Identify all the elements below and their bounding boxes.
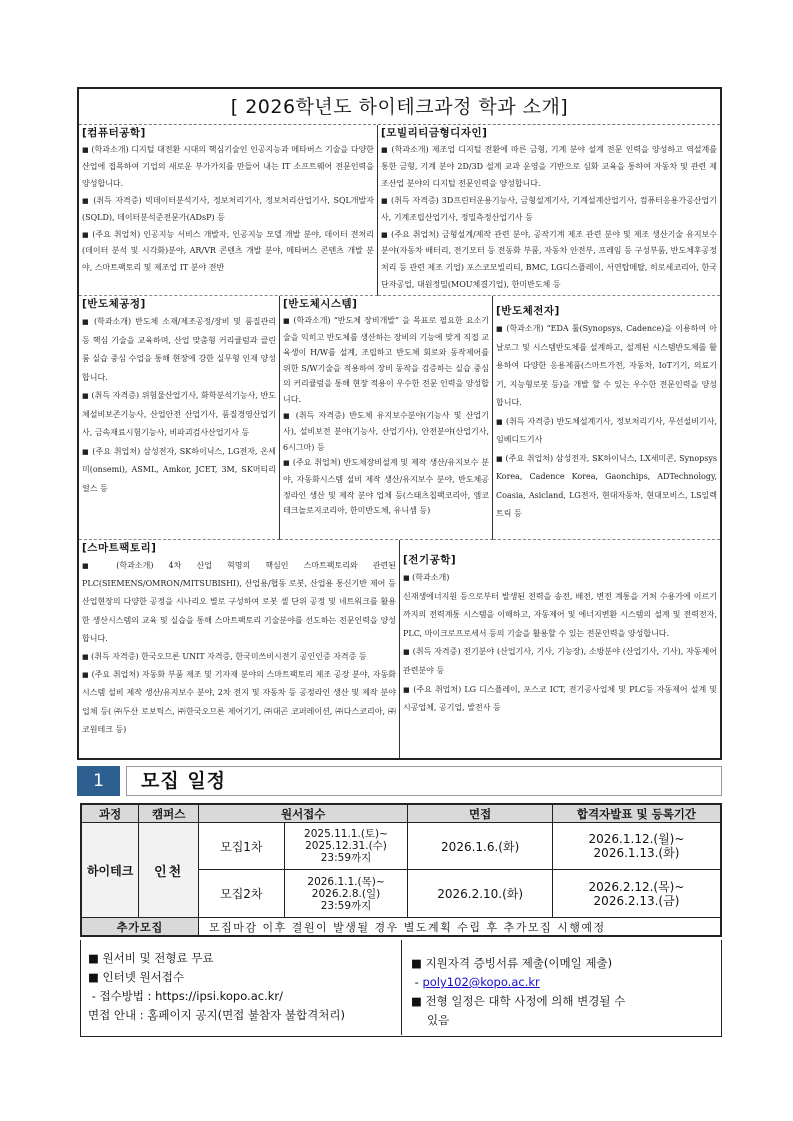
bullet-square-icon: ■ [82,671,89,680]
bullet-square-icon: ■ [381,196,389,205]
section-title-box [126,766,722,796]
header-application: 원서접수 [199,804,408,823]
application-start: 2025.11.1.(토)~ [304,828,388,840]
dept-title: [스마트팩토리] [82,542,157,554]
dept-intro-text: (학과소개) 디지털 대전환 시대의 핵심기술인 인공지능과 메타버스 기술을 다양한 산업에 접목하여 기업의 새로운 부가가치를 만들어 내는 IT 소프트웨어 전문인력을 양성합니다. [82,145,375,188]
dept-jobs-text: (주요 취업처) 삼성전자, SK하이닉스, LX세미콘, Synopsys Korea, Cadence Korea, Gaonchips, ADTechnology, Coasia, Asicland, LG전자, 현대자동차, 현대모비스, LS일렉트릭 등 [496,453,717,518]
notes-left [81,940,402,1035]
dept-intro-text: (학과소개) “EDA 툴(Synopsys, Cadence)을 이용하여 아날로그 및 시스템반도체를 설계하고, 설계된 시스템반도체를 활용하여 다양한 응용제품(스마트가전, 자동차, IoT기기, 의료기기, 지능형로봇 등)을 개발 할 수 있는 우수한 전문인력을 양성합니다. [496,324,717,407]
note-application-url: - 접수방법 : https://ipsi.kopo.ac.kr/ [88,989,284,1003]
dept-jobs-text: (주요 취업처) 금형설계/제작 관련 분야, 공작기계 제조 관련 분야 및 제조 생산기술 유지보수 분야(자동차 배터리, 전기모터 등 전동화 부품, 자동차 안전부, 프레임 등 구성부품, 반도체후공정처리 등 관련 제조 기업) 포스코모빌리티, BMC, LG디스플레이, 서연탑메탈, 히로세코리아, 한국단자공업, 대원정밀(MOU체결기업), 한미반도체 등 [381,229,718,290]
dept-cert-text: (취득 자격증) 반도체 유지보수분야(기능사 및 산업기사), 설비보전 분야(기능사, 산업기사), 안전분야(산업기사, 6시그마) 등 [283,410,489,452]
bullet-square-icon: ■ [496,417,503,426]
dash: - [411,975,423,989]
interview-date: 2026.2.10.(화) [408,870,553,918]
dept-intro-text: (학과소개) 제조업 디지털 전환에 따른 금형, 기계 분야 설계 전문 인력을 양성하고 역설계를 통한 금형, 기계 분야 2D/3D 설계 교과 운영을 기반으로 심화 교육을 통하여 자동차 및 관련 제조산업 분야의 디지털 전문인력을 양성합니다. [381,145,717,188]
bullet-square-icon: ■ [496,454,503,463]
dept-body [403,569,717,718]
dept-title: [전기공학] [403,554,457,566]
recruitment-schedule-table [80,803,722,937]
table-row [81,823,721,870]
bullet-square-icon: ■ [381,230,389,239]
additional-recruitment-row [81,918,721,937]
note-online-application: ■ 인터넷 원서접수 [88,970,184,984]
bullet-square-icon: ■ [82,392,89,400]
announcement-start: 2026.1.12.(월)~ [588,832,685,846]
bullet-square-icon: ■ [496,325,504,333]
header-announcement: 합격자발표 및 등록기간 [552,804,721,823]
dept-electrical-engineering [400,540,720,758]
dept-intro-text: (학과소개) 반도체 소재/제조공정/장비 및 품질관리 등 핵심 기술을 교육하며, 산업 맞춤형 커리큘럼과 클린룸 실습 중심 수업을 통해 현장에 강한 실무형 인재 양성합니다. [82,317,276,382]
dept-computer-engineering [79,125,378,296]
bullet-square-icon: ■ [283,411,292,420]
dept-title: [반도체시스템] [283,298,358,310]
department-intro-box [77,87,722,760]
dept-title: [반도체전자] [496,305,560,317]
notes-right [402,940,720,1035]
bullet-square-icon: ■ [283,317,291,325]
bullet-square-icon: ■ [82,318,91,326]
table-header-row [81,804,721,823]
dept-mobility-mold-design [378,125,720,296]
bullet-square-icon: ■ [82,196,90,205]
dept-body [381,142,717,294]
application-deadline-time: 23:59까지 [320,852,372,864]
note-fee-free: ■ 원서비 및 전형료 무료 [88,951,214,965]
dept-jobs-text: (주요 취업처) 자동화 부품 제조 및 기자재 분야의 스마트팩토리 제조 공장 분야, 자동화 시스템 설비 제작 생산/유지보수 분야, 2차 전지 및 자동차 등 공정라인 생산 및 제작 분야 업체 등( ㈜두산 로보틱스, ㈜한국오므론 제어기기, ㈜대곤 코퍼레이션, ㈜다스코리아, ㈜코원테크 등) [82,670,396,734]
dept-semiconductor-system [280,296,493,540]
dept-cert-text: (취득 자격증) 반도체설계기사, 정보처리기사, 무선설비기사, 임베디드기사 [496,416,717,444]
dept-cert-text: (취득 자격증) 전기분야 (산업기사, 기사, 기능장), 소방분야 (산업기사, 기사), 자동제어 관련분야 등 [403,647,717,675]
dept-semiconductor-electronics [493,296,720,540]
intro-title: [ 2026학년도 하이테크과정 학과 소개] [79,89,720,125]
announcement-end: 2026.2.13.(금) [593,893,680,908]
dept-intro-text: (학과소개) 4차 산업 혁명의 핵심인 스마트팩토리와 관련된 PLC(SIEMENS/OMRON/MITSUBISHI), 산업용/협동 로봇, 산업용 통신기반 제어 등 산업현장의 다양한 공정을 시나리오 별로 구성하여 로봇 셀 단위 공정 및 네트워크를 활용한 생산시스템의 교육 및 실습을 통해 스마트팩토리 기술분야를 선도하는 전문인력을 양성합니다. [82,561,396,643]
bullet-square-icon: ■ [82,653,89,662]
note-schedule-change: ■ 전형 일정은 대학 사정에 의해 변경될 수 [411,994,626,1008]
dept-body [496,320,717,524]
campus-cell: 인천 [139,823,199,918]
interview-date: 2026.1.6.(화) [408,823,553,870]
notes-box [80,940,722,1037]
dept-jobs-text: (주요 취업처) 인공지능 서비스 개발자, 인공지능 모델 개발 분야, 데이터 전처리(데이터 분석 및 시각화)분야, AR/VR 콘텐츠 개발 분야, 메타버스 콘텐츠 개발 분야, 스마트팩토리 및 제조업 IT 분야 전반 [82,229,374,273]
round-label: 모집1차 [199,823,285,870]
section-number-badge: 1 [77,766,120,796]
dept-jobs-text: (주요 취업처) 반도체장비설계 및 제작 생산/유지보수 분야, 자동화시스템 설비 제작 생산/유지보수 분야, 반도체공정라인 생산 및 제작 분야 업체 등(스태츠칩팩코리아, 엠코테크놀로지코리아, 한미반도체, 유니셈 등) [283,458,489,516]
dept-title: [모빌리티금형디자인] [381,127,488,139]
dept-body [283,313,489,519]
application-deadline-time: 23:59까지 [320,899,372,912]
bullet-square-icon: ■ [381,146,389,154]
announcement-start: 2026.2.12.(목)~ [588,879,685,894]
dept-intro-text: 신재생에너지원 등으로부터 발생된 전력을 송전, 배전, 변전 계통을 거쳐 수용가에 이르기까지의 전력계통 시스템을 이해하고, 자동제어 및 에너지변환 시스템의 설계 및 전력전자, PLC, 마이크로프로세서 등의 기술을 활용할 수 있는 전문인력을 양성합니다. [403,591,717,638]
dept-body [82,557,396,739]
application-end: 2026.2.8.(일) [311,887,381,900]
dept-smart-factory [79,540,400,758]
note-document-submission: ■ 지원자격 증빙서류 제출(이메일 제출) [411,956,613,970]
note-schedule-change-cont: 있음 [427,1013,450,1027]
bullet-square-icon: ■ [403,648,410,657]
dept-cert-text: (취득 자격증) 한국오므론 UNIT 자격증, 한국미쓰비시전기 공인인증 자격증 등 [91,652,367,662]
bullet-square-icon: ■ [82,562,102,570]
header-course: 과정 [81,804,139,823]
dept-semiconductor-process [79,296,280,540]
dept-cert-text: (취득 자격증) 빅데이터분석기사, 정보처리기사, 정보처리산업기사, SQL개발자(SQLD), 데이터분석준전문가(ADsP) 등 [82,195,374,222]
dept-body [82,142,374,277]
application-period [284,870,408,918]
announcement-period [552,823,721,870]
header-interview: 면접 [408,804,553,823]
dept-title: [반도체공정] [82,298,146,310]
dept-intro-label: (학과소개) [412,573,450,582]
note-email-line [411,973,720,992]
dept-body [82,313,276,498]
bullet-square-icon: ■ [82,447,90,456]
additional-recruitment-text: 모집마감 이후 결원이 발생될 경우 별도계획 수립 후 추가모집 시행예정 [199,918,721,937]
dept-cert-text: (취득 자격증) 위험물산업기사, 화학분석기능사, 반도체설비보존기능사, 산업안전 산업기사, 품질경영산업기사, 금속재료시험기능사, 비파괴검사산업기사 등 [82,391,276,437]
bullet-square-icon: ■ [283,459,290,468]
dept-jobs-text: (주요 취업처) 삼성전자, SK하이닉스, LG전자, 온세미(onsemi), ASML, Amkor, JCET, 3M, SK머티리얼스 등 [82,446,276,493]
dept-cert-text: (취득 자격증) 3D프린터운용기능사, 금형설계기사, 기계설계산업기사, 컴퓨터응용가공산업기사, 기계조립산업기사, 정밀측정산업기사 등 [381,195,717,222]
round-label: 모집2차 [199,870,285,918]
email-link[interactable]: poly102@kopo.ac.kr [422,975,540,989]
bullet-square-icon: ■ [403,574,410,582]
note-interview-info: 면접 안내 : 홈페이지 공지(면접 불참자 불합격처리) [88,1008,345,1022]
course-cell: 하이테크 [81,823,139,918]
header-campus: 캠퍼스 [139,804,199,823]
announcement-end: 2026.1.13.(화) [593,846,680,860]
dept-jobs-text: (주요 취업처) LG 디스플레이, 포스코 ICT, 전기공사업체 및 PLC등 자동제어 설계 및 시공업체, 공기업, 발전사 등 [403,684,717,713]
dept-intro-text: (학과소개) “반도체 장비개발” 을 목표로 필요한 요소기술을 익히고 반도체를 생산하는 장비의 기능에 맞게 직접 교육생이 H/W를 설계, 조립하고 반도체 회로와 동작제어를 위한 S/W기술을 적용하여 장비 동작을 검증하는 실습 중심의 커리큘럼을 통해 현장 적용이 우수한 전문 인력을 양성합니다. [283,316,490,404]
application-end: 2025.12.31.(수) [305,840,387,852]
bullet-square-icon: ■ [82,230,90,239]
additional-recruitment-label: 추가모집 [81,918,199,937]
application-start: 2026.1.1.(목)~ [307,875,385,888]
announcement-period [552,870,721,918]
section-title: 모집 일정 [141,770,227,792]
bullet-square-icon: ■ [403,685,411,694]
dept-title: [컴퓨터공학] [82,127,146,139]
application-period [284,823,408,870]
bullet-square-icon: ■ [82,146,89,154]
